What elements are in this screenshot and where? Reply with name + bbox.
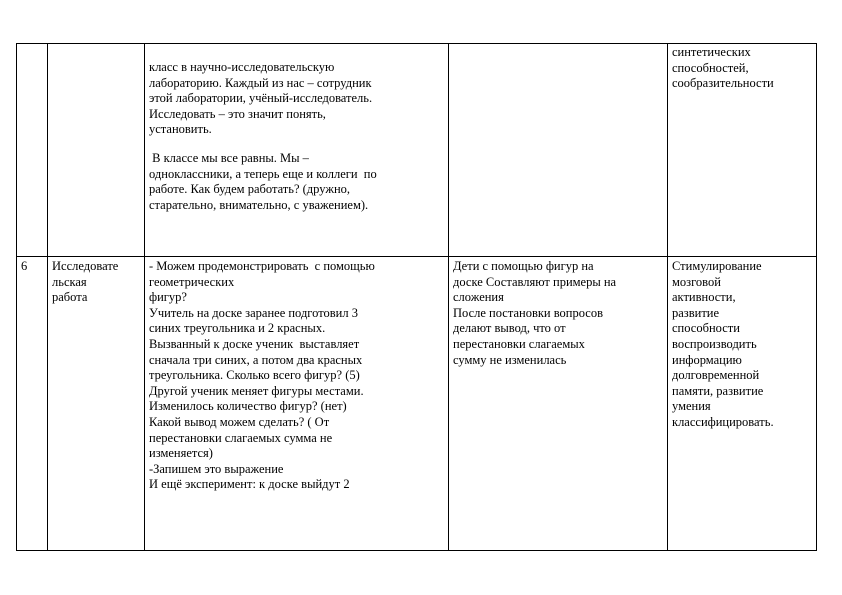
text-line: долговременной — [672, 368, 760, 383]
table-row — [17, 44, 817, 257]
text-line: делают вывод, что от — [453, 321, 566, 336]
text-line: информацию — [672, 352, 742, 367]
text-line: работе. Как будем работать? (дружно, — [149, 182, 351, 197]
text-line: Другой ученик меняет фигуры местами. — [149, 383, 364, 398]
text-line: Дети с помощью фигур на — [453, 259, 594, 273]
text-line: фигур? — [149, 290, 187, 305]
text-line: И ещё эксперимент: к доске выйдут 2 — [149, 477, 350, 492]
lesson-plan-table — [16, 43, 817, 551]
teacher-activity-cell — [145, 257, 449, 551]
text-line: сообразительности — [672, 76, 774, 91]
text-line: сложения — [453, 290, 504, 305]
text-line: Вызванный к доске ученик выставляет — [149, 336, 360, 351]
text-line: класс в научно-исследовательскую — [149, 60, 335, 74]
text-line: установить. — [149, 122, 212, 137]
text-line: умения — [672, 399, 711, 414]
table-row — [17, 257, 817, 551]
outcomes-cell — [668, 257, 817, 551]
text-line: Какой вывод можем сделать? ( От — [149, 414, 330, 429]
text-line: синих треугольника и 2 красных. — [149, 321, 326, 336]
text-line: воспроизводить — [672, 336, 757, 351]
text-line: классифицировать. — [672, 414, 774, 429]
text-line: способности — [672, 321, 740, 336]
text-line: развитие — [672, 305, 720, 320]
text-line: изменяется) — [149, 446, 213, 461]
text-line: Стимулирование — [672, 259, 762, 273]
text-line: старательно, внимательно, с уважением). — [149, 197, 369, 212]
text-line: После постановки вопросов — [453, 305, 604, 320]
text-line: треугольника. Сколько всего фигур? (5) — [149, 368, 360, 383]
outcomes-cell — [668, 44, 817, 257]
text-line: этой лаборатории, учёный-исследователь. — [149, 91, 373, 106]
text-line: активности, — [672, 290, 736, 305]
text-line: доске Составляют примеры на — [453, 274, 617, 289]
text-line: памяти, развитие — [672, 383, 764, 398]
text-line: перестановки слагаемых — [453, 336, 585, 351]
row-number-cell: 6 — [17, 257, 48, 551]
text-line: сумму не изменилась — [453, 352, 567, 367]
text-line: Изменилось количество фигур? (нет) — [149, 399, 347, 414]
text-line: льская — [52, 274, 87, 289]
text-line: Исследовать – это значит понять, — [149, 106, 326, 121]
text-line: В классе мы все равны. Мы – — [149, 150, 309, 165]
text-line: мозговой — [672, 274, 721, 289]
text-line: сначала три синих, а потом два красных — [149, 352, 363, 367]
text-line: синтетических — [672, 45, 751, 59]
text-line: перестановки слагаемых сумма не — [149, 430, 333, 445]
text-line: -Запишем это выражение — [149, 461, 284, 476]
student-activity-cell — [449, 257, 668, 551]
text-line: Исследовате — [52, 259, 119, 273]
text-line: - Можем продемонстрировать с помощью — [149, 259, 375, 273]
text-line: лабораторию. Каждый из нас – сотрудник — [149, 75, 372, 90]
stage-cell — [48, 257, 145, 551]
teacher-activity-cell — [145, 44, 449, 257]
text-line: одноклассники, а теперь еще и коллеги по — [149, 166, 377, 181]
text-line: способностей, — [672, 60, 749, 75]
text-line: геометрических — [149, 274, 235, 289]
text-line: Учитель на доске заранее подготовил 3 — [149, 305, 358, 320]
text-line: работа — [52, 290, 88, 305]
student-activity-cell — [449, 44, 668, 257]
row-number-cell — [17, 44, 48, 257]
stage-cell — [48, 44, 145, 257]
